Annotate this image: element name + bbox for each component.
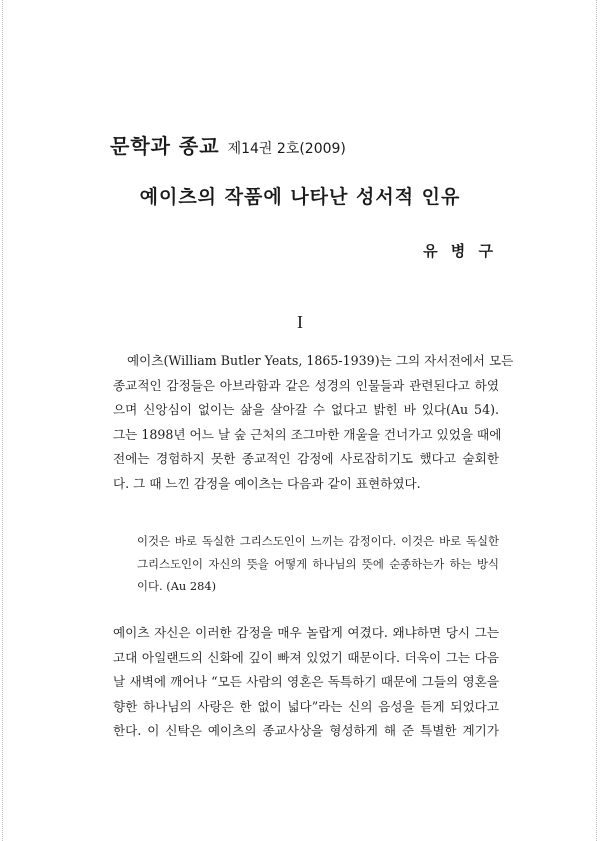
paragraph-line: 고대 아일랜드의 신화에 깊이 빠져 있었기 때문이다. 더욱이 그는 다음	[113, 649, 499, 665]
paragraph-line: 전에는 경험하지 못한 종교적인 감정에 사로잡히기도 했다고 술회한	[113, 451, 499, 467]
quote-line: 그리스도인이 자신의 뜻을 어떻게 하나님의 뜻에 순종하는가 하는 방식	[137, 556, 499, 571]
paragraph-line: 예이츠 자신은 이러한 감정을 매우 놀랍게 여겼다. 왜냐하면 당시 그는	[113, 625, 499, 640]
paragraph-line: 예이츠(William Butler Yeats, 1865-1939)는 그의 자서전에서 모든	[127, 353, 514, 368]
author-name: 유 병 구	[423, 242, 497, 260]
paragraph-line: 다. 그 때 느낀 감정을 예이츠는 다음과 같이 표현하였다.	[113, 475, 421, 491]
journal-issue: 제14권 2호(2009)	[227, 141, 346, 157]
paragraph-line: 그는 1898년 어느 날 숲 근처의 조그마한 개울을 건너가고 있었을 때에	[113, 426, 502, 442]
block-quote	[137, 530, 499, 598]
paragraph-1	[113, 349, 514, 497]
section-number: I	[297, 312, 303, 332]
paragraph-line: 날 새벽에 깨어나 “모든 사람의 영혼은 독특하기 때문에 그들의 영혼을	[113, 674, 499, 690]
quote-line: 이다. (Au 284)	[137, 579, 217, 594]
journal-name: 문학과 종교	[110, 134, 220, 158]
journal-header	[110, 130, 346, 159]
paragraph-line: 종교적인 감정들은 아브라함과 같은 성경의 인물들과 관련된다고 하였	[113, 377, 499, 393]
quote-line: 이것은 바로 독실한 그리스도인이 느끼는 감정이다. 이것은 바로 독실한	[137, 534, 499, 548]
paper-title: 예이츠의 작품에 나타난 성서적 인유	[139, 186, 461, 208]
paragraph-2	[113, 621, 499, 744]
paragraph-line: 으며 신앙심이 없이는 삶을 살아갈 수 없다고 밝힌 바 있다(Au 54).	[113, 402, 499, 418]
paragraph-line: 향한 하나님의 사랑은 한 없이 넓다”라는 신의 음성을 듣게 되었다고	[113, 698, 499, 714]
paragraph-line: 한다. 이 신탁은 예이츠의 종교사상을 형성하게 해 준 특별한 계기가	[113, 723, 499, 739]
